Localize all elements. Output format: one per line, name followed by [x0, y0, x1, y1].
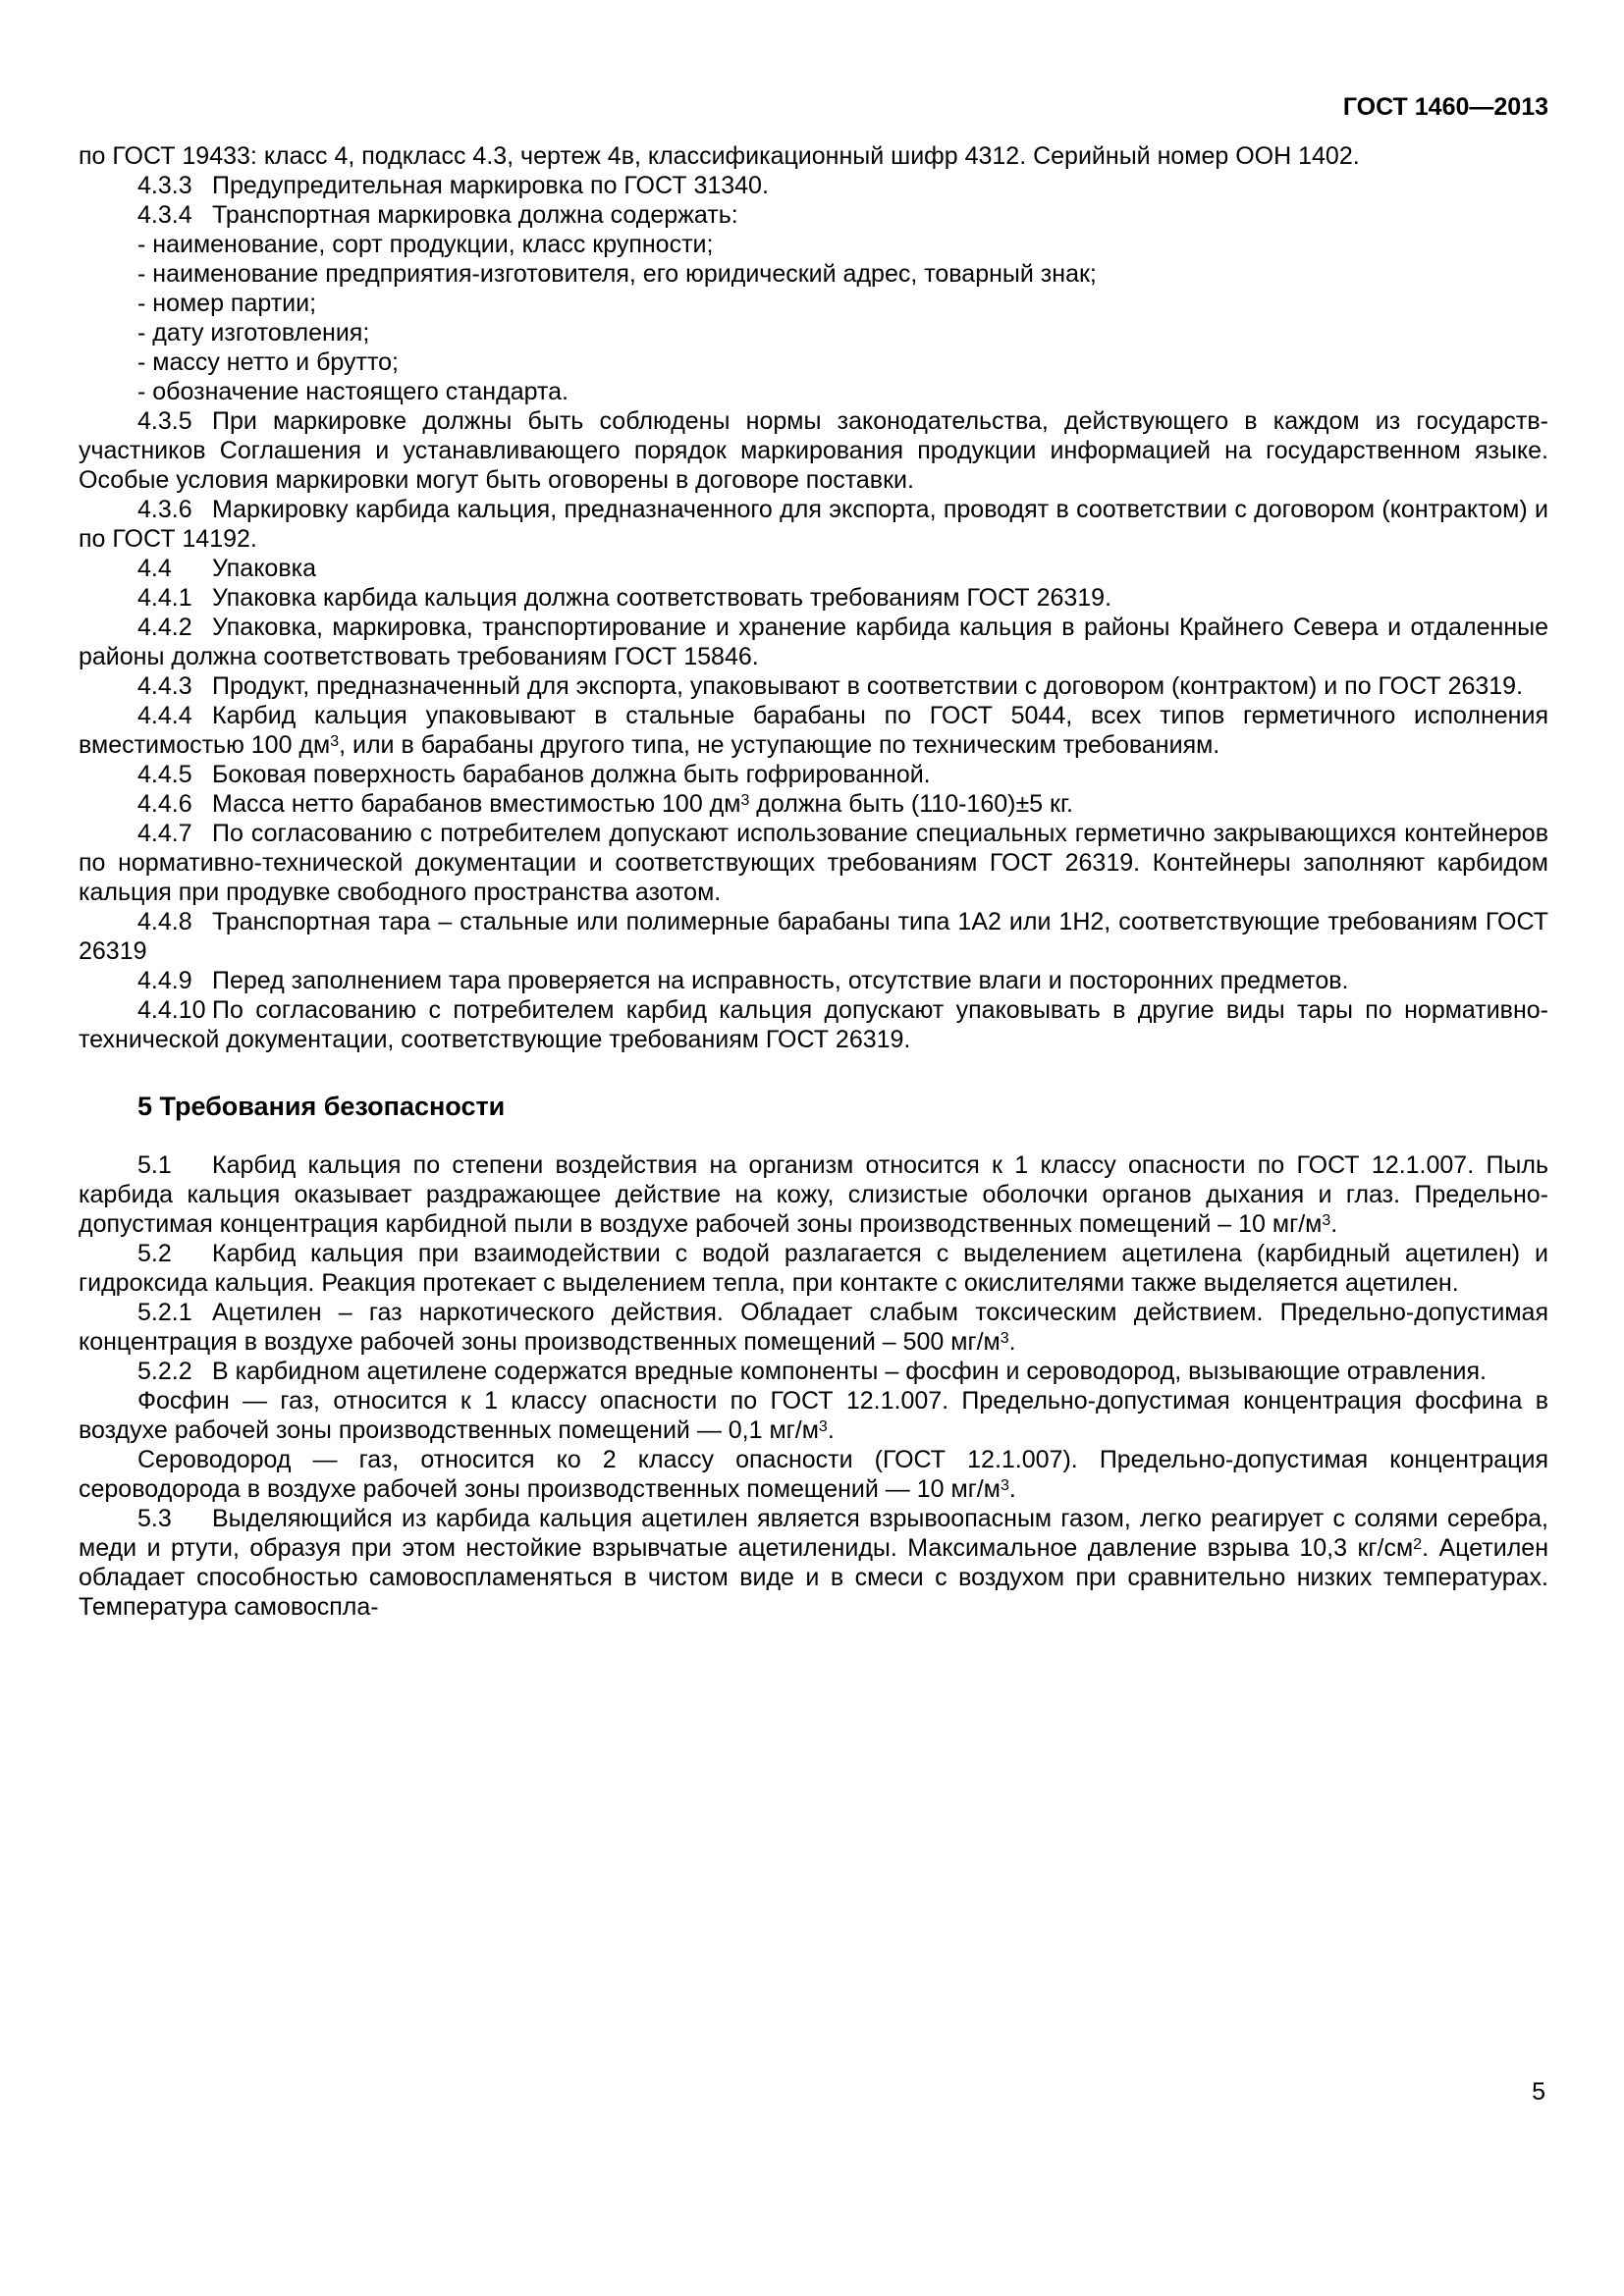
text-run: Транспортная маркировка должна содержать:: [212, 201, 738, 229]
clause-number: 4.4.4: [137, 702, 192, 729]
clause-number: 4.3.4: [137, 201, 192, 229]
clause-number: 4.4.2: [137, 614, 192, 641]
clause-number: 4.3.6: [137, 496, 192, 523]
text-run: Карбид кальция при взаимодействии с водой разлагается с выделением ацетилена (карбидный ацетилен) и гидроксида кальция. Реакция протекает с выделением тепла, при контакте с окислителями также выделяется ацетилен.: [79, 1240, 1548, 1297]
clause-number: 4.3.3: [137, 172, 192, 199]
text-run: . Ацетилен обладает способностью самовоспламеняться в чистом виде и в смеси с воздухом при сравнительно низких температурах. Температура самовоспла-: [79, 1534, 1548, 1621]
para-hydrogen-sulfide: [79, 1445, 1548, 1504]
section-5-heading: [79, 1092, 1548, 1121]
clause-number: 4.4.10: [137, 996, 206, 1024]
list-item-3: [79, 289, 1548, 318]
clause-4-3-4: [79, 200, 1548, 230]
text-run: .: [827, 1416, 835, 1444]
clause-number: 4.4.7: [137, 820, 192, 847]
text-run: Фосфин — газ, относится к 1 классу опасности по ГОСТ 12.1.007. Предельно-допустимая концентрация фосфина в воздухе рабочей зоны производственных помещений — 0,1 мг/м: [79, 1387, 1548, 1444]
clause-number: 4.4.9: [137, 967, 192, 994]
clause-4-4: [79, 554, 1548, 583]
text-run: По согласованию с потребителем допускают использование специальных герметично закрывающихся контейнеров по нормативно-технической документации и соответствующих требованиям ГОСТ 26319. Контейнеры заполняют карбидом кальция при продувке свободного пространства азотом.: [79, 820, 1548, 906]
text-run: - наименование, сорт продукции, класс крупности;: [137, 231, 714, 258]
superscript: 3: [330, 733, 340, 750]
text-run: , или в барабаны другого типа, не уступающие по техническим требованиям.: [339, 731, 1220, 759]
clause-4-3-6: [79, 495, 1548, 554]
clause-4-4-10: [79, 995, 1548, 1054]
page-number: 5: [1532, 2078, 1545, 2106]
clause-number: 4.4: [137, 555, 172, 582]
clause-4-4-4: [79, 701, 1548, 760]
clause-number: 4.4.3: [137, 672, 192, 700]
text-run: По согласованию с потребителем карбид кальция допускают упаковывать в другие виды тары по нормативно-технической документации, соответствующие требованиям ГОСТ 26319.: [79, 996, 1548, 1053]
text-run: Боковая поверхность барабанов должна быть гофрированной.: [212, 761, 931, 788]
clause-number: 4.4.5: [137, 761, 192, 788]
list-item-4: [79, 318, 1548, 347]
text-run: .: [1008, 1328, 1016, 1356]
clause-5-1: [79, 1150, 1548, 1239]
superscript: 2: [1413, 1536, 1423, 1553]
text-run: Маркировку карбида кальция, предназначенного для экспорта, проводят в соответствии с договором (контрактом) и по ГОСТ 14192.: [79, 496, 1548, 553]
text-run: Предупредительная маркировка по ГОСТ 31340.: [212, 172, 769, 199]
text-run: Упаковка: [212, 555, 316, 582]
text-run: .: [1008, 1475, 1016, 1503]
text-run: - номер партии;: [137, 290, 317, 317]
superscript: 3: [818, 1418, 828, 1435]
list-item-6: [79, 377, 1548, 406]
superscript: 3: [1000, 1330, 1009, 1347]
list-item-2: [79, 259, 1548, 289]
clause-5-2-2: [79, 1357, 1548, 1386]
list-item-1: [79, 230, 1548, 259]
superscript: 3: [740, 792, 750, 809]
text-run: 5 Требования безопасности: [137, 1092, 506, 1121]
document-number: ГОСТ 1460—2013: [1342, 93, 1548, 121]
text-run: Продукт, предназначенный для экспорта, упаковывают в соответствии с договором (контрактом) и по ГОСТ 26319.: [212, 672, 1524, 700]
clause-number: 4.4.8: [137, 908, 192, 935]
clause-4-4-5: [79, 760, 1548, 789]
clause-4-3-5: [79, 406, 1548, 495]
text-run: - дату изготовления;: [137, 319, 370, 347]
text-run: Упаковка, маркировка, транспортирование и хранение карбида кальция в районы Крайнего Севера и отдаленные районы должна соответствовать требованиям ГОСТ 15846.: [79, 614, 1548, 670]
list-item-5: [79, 347, 1548, 377]
clause-number: 5.2.2: [137, 1358, 192, 1385]
clause-4-4-3: [79, 671, 1548, 701]
text-run: В карбидном ацетилене содержатся вредные компоненты – фосфин и сероводород, вызывающие отравления.: [212, 1358, 1487, 1385]
clause-4-4-6: [79, 789, 1548, 819]
text-run: по ГОСТ 19433: класс 4, подкласс 4.3, чертеж 4в, классификационный шифр 4312. Серийный номер ООН 1402.: [79, 142, 1360, 170]
clause-5-3: [79, 1504, 1548, 1622]
clause-4-4-8: [79, 907, 1548, 966]
clause-number: 4.4.6: [137, 790, 192, 818]
text-run: должна быть (110-160)±5 кг.: [749, 790, 1073, 818]
clause-4-3-3: [79, 171, 1548, 200]
text-run: - массу нетто и брутто;: [137, 348, 399, 376]
text-run: - обозначение настоящего стандарта.: [137, 378, 568, 405]
clause-5-2-1: [79, 1298, 1548, 1357]
text-run: .: [1330, 1210, 1338, 1238]
clause-number: 5.3: [137, 1505, 172, 1532]
text-run: Карбид кальция по степени воздействия на организм относится к 1 классу опасности по ГОСТ 12.1.007. Пыль карбида кальция оказывает раздражающее действие на кожу, слизистые оболочки органов дыхания и глаз. Предельно-допустимая концентрация карбидной пыли в воздухе рабочей зоны производственных помещений – 10 мг/м: [79, 1151, 1548, 1238]
clause-4-4-1: [79, 583, 1548, 613]
clause-5-2: [79, 1239, 1548, 1298]
text-run: Транспортная тара – стальные или полимерные барабаны типа 1А2 или 1Н2, соответствующие требованиям ГОСТ 26319: [79, 908, 1548, 965]
text-run: Карбид кальция упаковывают в стальные барабаны по ГОСТ 5044, всех типов герметичного исполнения вместимостью 100 дм: [79, 702, 1548, 759]
clause-number: 5.2.1: [137, 1299, 192, 1326]
para-phosphine: [79, 1386, 1548, 1445]
clause-number: 4.4.1: [137, 584, 192, 612]
text-run: При маркировке должны быть соблюдены нормы законодательства, действующего в каждом из государств-участников Соглашения и устанавливающего порядок маркирования продукции информацией на государственном языке. Особые условия маркировки могут быть оговорены в договоре поставки.: [79, 407, 1548, 494]
superscript: 3: [1000, 1477, 1009, 1494]
text-run: Сероводород — газ, относится ко 2 классу опасности (ГОСТ 12.1.007). Предельно-допустимая концентрация сероводорода в воздухе рабочей зоны производственных помещений — 10 мг/м: [79, 1446, 1548, 1503]
text-run: Ацетилен – газ наркотического действия. Обладает слабым токсическим действием. Предельно-допустимая концентрация в воздухе рабочей зоны производственных помещений – 500 мг/м: [79, 1299, 1548, 1356]
text-run: Масса нетто барабанов вместимостью 100 дм: [212, 790, 741, 818]
clause-4-4-2: [79, 613, 1548, 671]
superscript: 3: [1322, 1212, 1331, 1229]
clause-number: 5.1: [137, 1151, 172, 1179]
clause-4-4-7: [79, 819, 1548, 907]
text-run: - наименование предприятия-изготовителя, его юридический адрес, товарный знак;: [137, 260, 1097, 288]
clause-number: 5.2: [137, 1240, 172, 1267]
text-run: Упаковка карбида кальция должна соответствовать требованиям ГОСТ 26319.: [212, 584, 1112, 612]
clause-number: 4.3.5: [137, 407, 192, 435]
para-intro-continuation: [79, 141, 1548, 171]
text-run: Выделяющийся из карбида кальция ацетилен является взрывоопасным газом, легко реагирует с солями серебра, меди и ртути, образуя при этом нестойкие взрывчатые ацетилениды. Максимальное давление взрыва 10,3 кг/см: [79, 1505, 1548, 1562]
document-header: [79, 94, 1548, 120]
clause-4-4-9: [79, 966, 1548, 995]
text-run: Перед заполнением тара проверяется на исправность, отсутствие влаги и посторонних предметов.: [212, 967, 1349, 994]
document-content: [79, 141, 1548, 1622]
